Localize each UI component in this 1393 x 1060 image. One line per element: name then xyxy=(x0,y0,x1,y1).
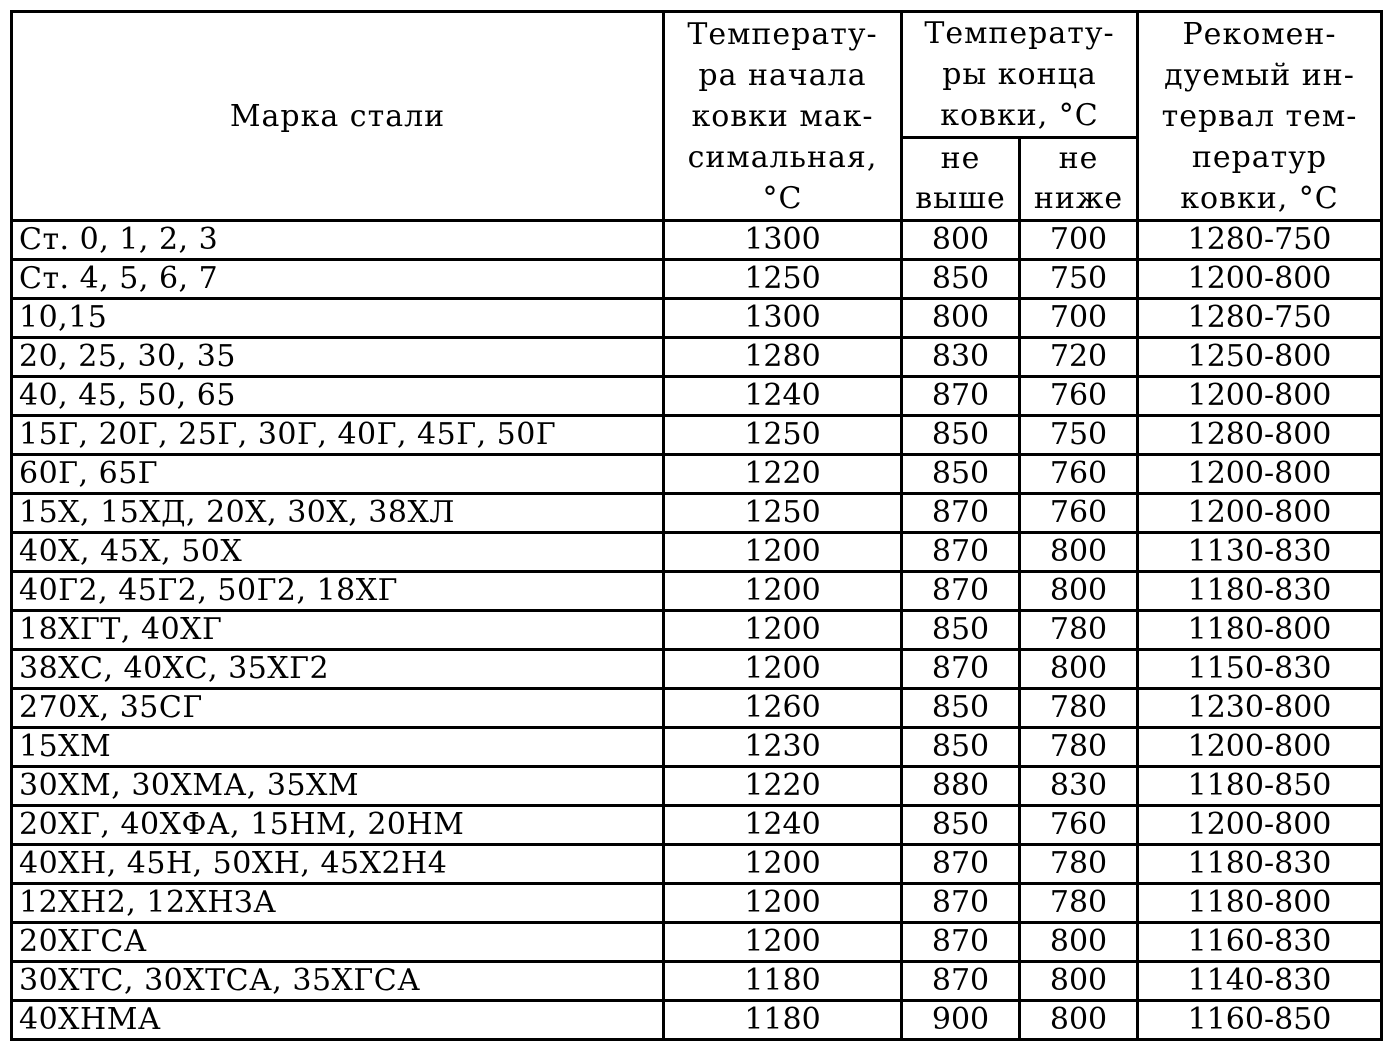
cell-recommended-interval: 1250-800 xyxy=(1138,338,1382,377)
cell-end-not-above: 850 xyxy=(902,806,1020,845)
cell-end-not-below: 800 xyxy=(1020,1001,1138,1040)
cell-steel-grade: 15ХМ xyxy=(12,728,664,767)
cell-start-temperature: 1200 xyxy=(664,923,902,962)
header-end-not-below: не ниже xyxy=(1020,138,1138,221)
cell-start-temperature: 1240 xyxy=(664,806,902,845)
cell-recommended-interval: 1200-800 xyxy=(1138,260,1382,299)
cell-end-not-below: 780 xyxy=(1020,884,1138,923)
cell-end-not-below: 700 xyxy=(1020,221,1138,260)
table-row xyxy=(12,689,1382,728)
cell-end-not-above: 850 xyxy=(902,455,1020,494)
table-row xyxy=(12,260,1382,299)
cell-end-not-below: 780 xyxy=(1020,689,1138,728)
header-end-not-above: не выше xyxy=(902,138,1020,221)
table-body xyxy=(12,221,1382,1040)
cell-recommended-interval: 1140-830 xyxy=(1138,962,1382,1001)
cell-end-not-above: 800 xyxy=(902,221,1020,260)
table-row xyxy=(12,845,1382,884)
table-row xyxy=(12,650,1382,689)
cell-end-not-above: 850 xyxy=(902,611,1020,650)
cell-end-not-below: 760 xyxy=(1020,377,1138,416)
cell-steel-grade: 270Х, 35СГ xyxy=(12,689,664,728)
cell-recommended-interval: 1200-800 xyxy=(1138,728,1382,767)
cell-steel-grade: 20ХГСА xyxy=(12,923,664,962)
cell-end-not-below: 800 xyxy=(1020,962,1138,1001)
cell-end-not-above: 870 xyxy=(902,923,1020,962)
table-row xyxy=(12,611,1382,650)
cell-start-temperature: 1200 xyxy=(664,611,902,650)
cell-start-temperature: 1250 xyxy=(664,416,902,455)
table-row xyxy=(12,416,1382,455)
cell-end-not-below: 700 xyxy=(1020,299,1138,338)
cell-steel-grade: 38ХС, 40ХС, 35ХГ2 xyxy=(12,650,664,689)
cell-end-not-below: 720 xyxy=(1020,338,1138,377)
cell-end-not-above: 870 xyxy=(902,533,1020,572)
cell-end-not-above: 850 xyxy=(902,689,1020,728)
cell-steel-grade: 20ХГ, 40ХФА, 15НМ, 20НМ xyxy=(12,806,664,845)
cell-start-temperature: 1250 xyxy=(664,260,902,299)
cell-start-temperature: 1300 xyxy=(664,299,902,338)
cell-end-not-below: 750 xyxy=(1020,416,1138,455)
cell-recommended-interval: 1280-800 xyxy=(1138,416,1382,455)
cell-start-temperature: 1200 xyxy=(664,884,902,923)
cell-steel-grade: 60Г, 65Г xyxy=(12,455,664,494)
header-recommended-interval: Рекомен- дуемый ин- тервал тем- ператур ковки, °С xyxy=(1138,12,1382,221)
cell-start-temperature: 1200 xyxy=(664,533,902,572)
cell-end-not-above: 800 xyxy=(902,299,1020,338)
cell-start-temperature: 1250 xyxy=(664,494,902,533)
cell-end-not-above: 870 xyxy=(902,845,1020,884)
cell-steel-grade: 10,15 xyxy=(12,299,664,338)
cell-steel-grade: 40, 45, 50, 65 xyxy=(12,377,664,416)
cell-recommended-interval: 1160-850 xyxy=(1138,1001,1382,1040)
table-row xyxy=(12,884,1382,923)
table-row xyxy=(12,299,1382,338)
cell-recommended-interval: 1200-800 xyxy=(1138,806,1382,845)
cell-steel-grade: 40Г2, 45Г2, 50Г2, 18ХГ xyxy=(12,572,664,611)
header-end-temperatures: Температу- ры конца ковки, °С xyxy=(902,12,1138,138)
cell-end-not-above: 870 xyxy=(902,962,1020,1001)
cell-recommended-interval: 1180-830 xyxy=(1138,572,1382,611)
cell-recommended-interval: 1180-800 xyxy=(1138,611,1382,650)
table-row xyxy=(12,1001,1382,1040)
cell-end-not-below: 780 xyxy=(1020,611,1138,650)
cell-start-temperature: 1200 xyxy=(664,845,902,884)
cell-start-temperature: 1200 xyxy=(664,650,902,689)
cell-recommended-interval: 1280-750 xyxy=(1138,221,1382,260)
cell-recommended-interval: 1280-750 xyxy=(1138,299,1382,338)
cell-end-not-above: 900 xyxy=(902,1001,1020,1040)
cell-steel-grade: 30ХТС, 30ХТСА, 35ХГСА xyxy=(12,962,664,1001)
table-row xyxy=(12,221,1382,260)
cell-end-not-below: 780 xyxy=(1020,845,1138,884)
table-row xyxy=(12,572,1382,611)
cell-steel-grade: 40Х, 45Х, 50Х xyxy=(12,533,664,572)
cell-start-temperature: 1300 xyxy=(664,221,902,260)
cell-start-temperature: 1240 xyxy=(664,377,902,416)
cell-recommended-interval: 1200-800 xyxy=(1138,455,1382,494)
table-row xyxy=(12,455,1382,494)
cell-start-temperature: 1280 xyxy=(664,338,902,377)
cell-end-not-below: 780 xyxy=(1020,728,1138,767)
cell-end-not-above: 870 xyxy=(902,572,1020,611)
table-row xyxy=(12,767,1382,806)
cell-end-not-above: 850 xyxy=(902,728,1020,767)
cell-steel-grade: 12ХН2, 12ХНЗА xyxy=(12,884,664,923)
cell-start-temperature: 1180 xyxy=(664,1001,902,1040)
table-header xyxy=(12,12,1382,221)
table-row xyxy=(12,338,1382,377)
cell-end-not-above: 850 xyxy=(902,260,1020,299)
cell-recommended-interval: 1180-830 xyxy=(1138,845,1382,884)
table-row xyxy=(12,533,1382,572)
cell-start-temperature: 1220 xyxy=(664,455,902,494)
cell-end-not-above: 870 xyxy=(902,650,1020,689)
cell-start-temperature: 1180 xyxy=(664,962,902,1001)
cell-steel-grade: 15Г, 20Г, 25Г, 30Г, 40Г, 45Г, 50Г xyxy=(12,416,664,455)
cell-start-temperature: 1220 xyxy=(664,767,902,806)
cell-steel-grade: 20, 25, 30, 35 xyxy=(12,338,664,377)
cell-recommended-interval: 1200-800 xyxy=(1138,377,1382,416)
table-row xyxy=(12,923,1382,962)
forging-temperature-table xyxy=(10,10,1383,1041)
cell-steel-grade: 30ХМ, 30ХМА, 35ХМ xyxy=(12,767,664,806)
cell-end-not-below: 750 xyxy=(1020,260,1138,299)
cell-recommended-interval: 1180-850 xyxy=(1138,767,1382,806)
cell-recommended-interval: 1160-830 xyxy=(1138,923,1382,962)
cell-steel-grade: 40ХНМА xyxy=(12,1001,664,1040)
table-row xyxy=(12,377,1382,416)
cell-recommended-interval: 1130-830 xyxy=(1138,533,1382,572)
cell-end-not-below: 800 xyxy=(1020,572,1138,611)
cell-steel-grade: 15Х, 15ХД, 20Х, 30Х, 38ХЛ xyxy=(12,494,664,533)
cell-end-not-below: 800 xyxy=(1020,533,1138,572)
cell-recommended-interval: 1200-800 xyxy=(1138,494,1382,533)
cell-steel-grade: 18ХГТ, 40ХГ xyxy=(12,611,664,650)
cell-end-not-below: 760 xyxy=(1020,494,1138,533)
cell-recommended-interval: 1180-800 xyxy=(1138,884,1382,923)
header-steel-grade: Марка стали xyxy=(12,12,664,221)
table-row xyxy=(12,962,1382,1001)
table-row xyxy=(12,728,1382,767)
cell-end-not-above: 870 xyxy=(902,377,1020,416)
table-row xyxy=(12,806,1382,845)
cell-steel-grade: 40ХН, 45Н, 50ХН, 45Х2Н4 xyxy=(12,845,664,884)
cell-end-not-above: 870 xyxy=(902,494,1020,533)
cell-recommended-interval: 1230-800 xyxy=(1138,689,1382,728)
cell-end-not-above: 880 xyxy=(902,767,1020,806)
cell-end-not-above: 830 xyxy=(902,338,1020,377)
header-start-temperature: Температу- ра начала ковки мак- симальная, °С xyxy=(664,12,902,221)
cell-start-temperature: 1230 xyxy=(664,728,902,767)
cell-end-not-below: 800 xyxy=(1020,923,1138,962)
cell-end-not-below: 760 xyxy=(1020,455,1138,494)
cell-end-not-below: 760 xyxy=(1020,806,1138,845)
cell-start-temperature: 1260 xyxy=(664,689,902,728)
cell-end-not-above: 850 xyxy=(902,416,1020,455)
cell-start-temperature: 1200 xyxy=(664,572,902,611)
table-row xyxy=(12,494,1382,533)
cell-steel-grade: Ст. 4, 5, 6, 7 xyxy=(12,260,664,299)
cell-end-not-above: 870 xyxy=(902,884,1020,923)
cell-end-not-below: 800 xyxy=(1020,650,1138,689)
cell-steel-grade: Ст. 0, 1, 2, 3 xyxy=(12,221,664,260)
cell-end-not-below: 830 xyxy=(1020,767,1138,806)
cell-recommended-interval: 1150-830 xyxy=(1138,650,1382,689)
